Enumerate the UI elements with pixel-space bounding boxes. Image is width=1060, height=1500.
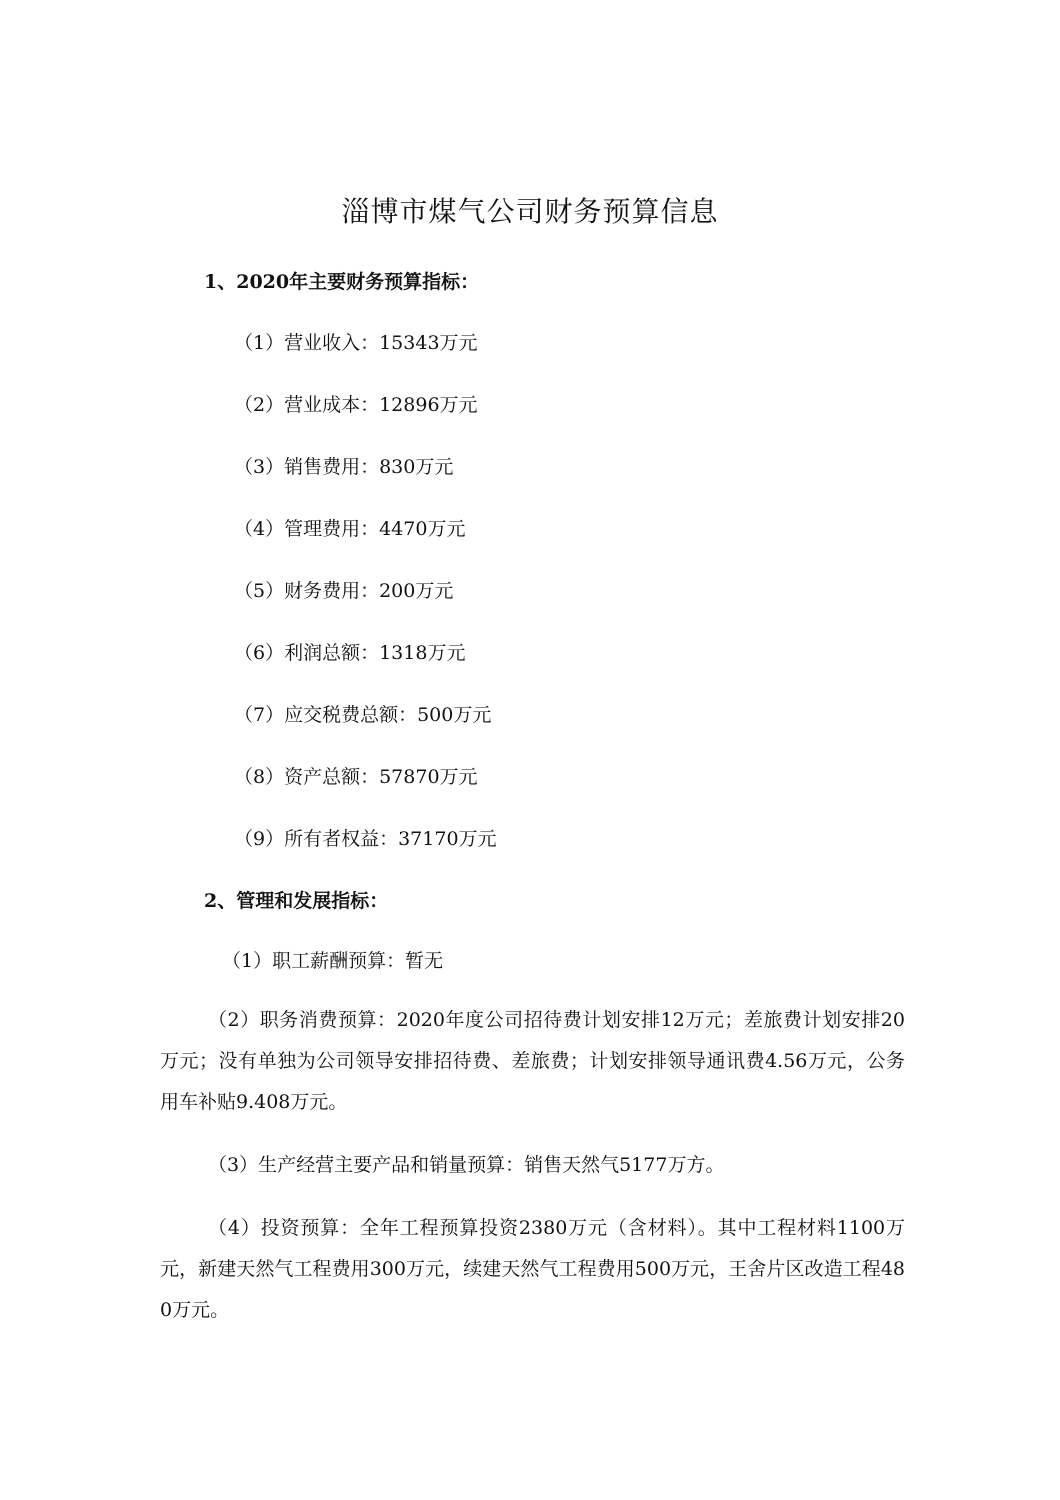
budget-item-finance-expense: （5）财务费用：200万元 — [234, 580, 454, 602]
staff-pay-budget: （1）职工薪酬预算：暂无 — [222, 950, 444, 972]
budget-item-revenue: （1）营业收入：15343万元 — [234, 332, 478, 354]
section1-heading: 1、2020年主要财务预算指标： — [204, 271, 480, 293]
budget-item-sales-expense: （3）销售费用：830万元 — [234, 456, 454, 478]
budget-item-taxes: （7）应交税费总额：500万元 — [234, 704, 492, 726]
production-sales-budget: （3）生产经营主要产品和销量预算：销售天然气5177万方。 — [208, 1154, 725, 1176]
duty-consumption-budget: （2）职务消费预算：2020年度公司招待费计划安排12万元；差旅费计划安排20万元；没有单独为公司领导安排招待费、差旅费；计划安排领导通讯费4.56万元，公务用车补贴9.408万元。 — [160, 1009, 905, 1113]
budget-item-admin-expense: （4）管理费用：4470万元 — [234, 518, 466, 540]
section2-heading: 2、管理和发展指标： — [204, 890, 389, 912]
budget-item-cost: （2）营业成本：12896万元 — [234, 394, 478, 416]
budget-item-total-assets: （8）资产总额：57870万元 — [234, 766, 478, 788]
budget-item-total-profit: （6）利润总额：1318万元 — [234, 642, 466, 664]
investment-budget: （4）投资预算：全年工程预算投资2380万元（含材料）。其中工程材料1100万元，新建天然气工程费用300万元，续建天然气工程费用500万元，王舍片区改造工程480万元。 — [160, 1217, 905, 1321]
document-title: 淄博市煤气公司财务预算信息 — [341, 195, 719, 228]
budget-item-owner-equity: （9）所有者权益：37170万元 — [234, 828, 497, 850]
